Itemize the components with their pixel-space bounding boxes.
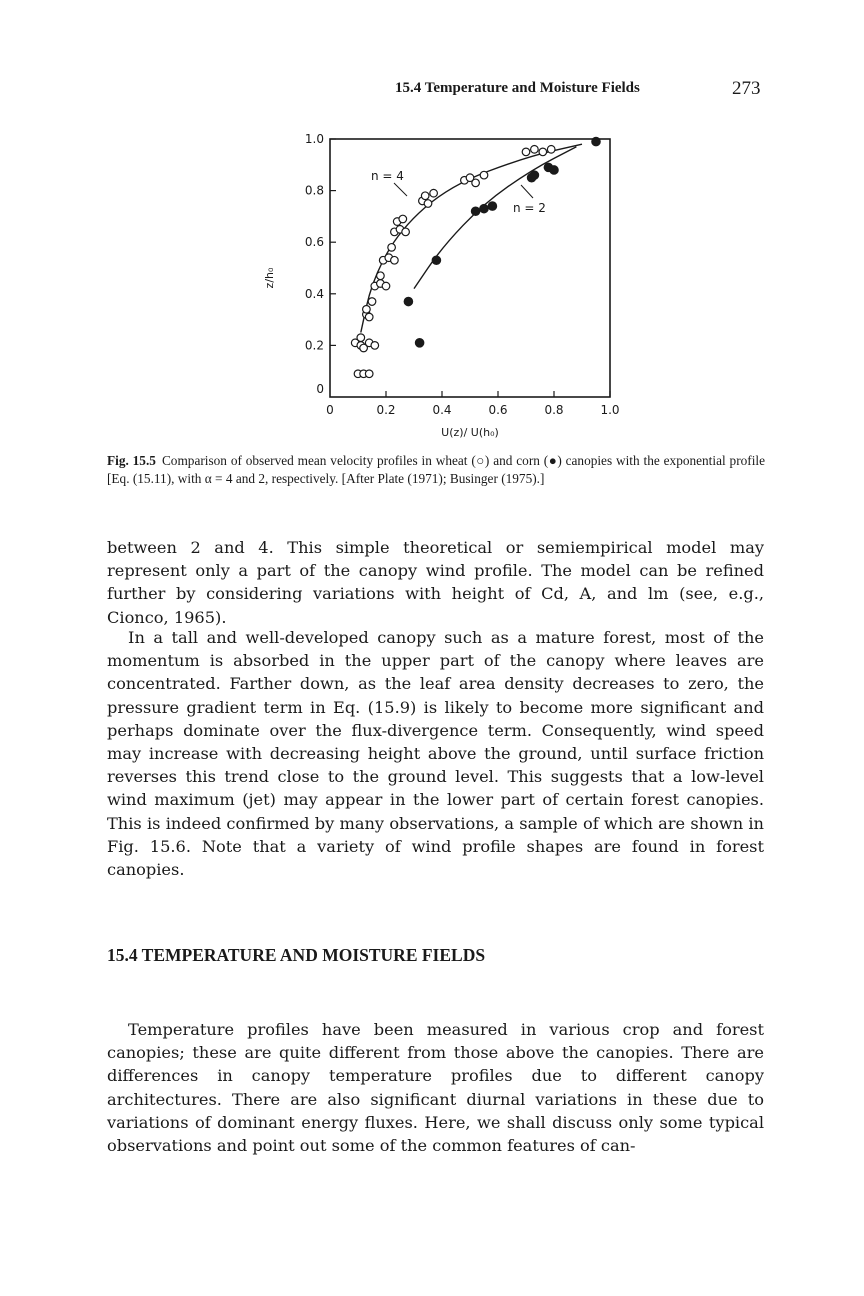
annotation-n4-leader: [394, 183, 407, 196]
annotation-n2-leader: [521, 185, 533, 198]
page-number: 273: [732, 78, 761, 99]
corn-data-point: [480, 204, 488, 212]
running-head: 15.4 Temperature and Moisture Fields: [395, 80, 640, 96]
wheat-data-point: [388, 244, 396, 252]
annotation-n2: n = 2: [513, 201, 546, 215]
wheat-data-point: [430, 189, 438, 197]
paragraph-1: between 2 and 4. This simple theoretical or semiempirical model may represent only a part of the canopy wind profile. The model can be refined further by considering variations with height of Cd, A, and lm (see, e.g., Cionco, 1965).: [107, 538, 764, 627]
x-tick-label: 1.0: [600, 403, 620, 417]
caption-label: Fig. 15.5: [107, 453, 156, 468]
x-tick-label: 0.4: [432, 403, 452, 417]
wheat-data-point: [531, 146, 539, 154]
wheat-data-point: [368, 298, 376, 306]
figure-caption: [107, 452, 765, 488]
wheat-data-point: [539, 148, 547, 156]
wheat-data-point: [391, 256, 399, 264]
x-tick-label: 0.8: [544, 403, 564, 417]
caption-text: Comparison of observed mean velocity profiles in wheat (○) and corn (●) canopies with the exponential profile [Eq. (15.11), with α = 4 and 2, respectively. [After Plate (1971); Businger (1975).]: [107, 453, 765, 486]
corn-data-point: [404, 297, 412, 305]
wheat-data-point: [547, 146, 555, 154]
x-tick-label: 0.2: [376, 403, 396, 417]
x-axis-label: U(z)/ U(h₀): [441, 426, 499, 439]
wheat-data-point: [371, 342, 379, 350]
paragraph-2: In a tall and well-developed canopy such as a mature forest, most of the momentum is absorbed in the upper part of the canopy where leaves are concentrated. Farther down, as the leaf area density decreases to zero, the pressure gradient term in Eq. (15.9) is likely to become more significant and perhaps dominate over the flux-divergence term. Consequently, wind speed may increase with decreasing height above the ground, until surface friction reverses this trend close to the ground level. This suggests that a low-level wind maximum (jet) may appear in the lower part of certain forest canopies. This is indeed confirmed by many observations, a sample of which are shown in Fig. 15.6. Note that a variety of wind profile shapes are found in forest canopies.: [107, 628, 764, 880]
wheat-data-point: [382, 282, 390, 290]
wheat-data-point: [472, 179, 480, 187]
section-heading: 15.4 TEMPERATURE AND MOISTURE FIELDS: [107, 945, 486, 965]
wheat-data-point: [357, 334, 365, 342]
wheat-data-point: [522, 148, 530, 156]
x-tick-label: 0.6: [488, 403, 508, 417]
wheat-data-point: [363, 305, 371, 313]
y-tick-label: 0.2: [304, 338, 324, 353]
corn-data-point: [415, 339, 423, 347]
velocity-profile-chart: [240, 128, 640, 446]
y-tick-label: 1.0: [304, 132, 324, 146]
corn-data-point: [432, 256, 440, 264]
y-tick-label: 0.4: [304, 286, 324, 301]
corn-data-point: [550, 166, 558, 174]
annotation-n4: n = 4: [371, 169, 404, 183]
wheat-data-point: [402, 228, 410, 236]
y-axis-label-text: z/h₀: [263, 267, 276, 289]
y-tick-label: 0.8: [304, 183, 324, 198]
y-tick-label: 0.6: [304, 235, 324, 250]
wheat-data-point: [399, 215, 407, 223]
wheat-data-point: [377, 272, 385, 280]
wheat-data-point: [421, 192, 429, 200]
figure-15-5: [240, 128, 640, 451]
wheat-data-point: [365, 313, 373, 321]
wheat-data-point: [424, 200, 432, 208]
y-axis-label: [263, 267, 276, 288]
corn-data-point: [471, 207, 479, 215]
corn-data-point: [488, 202, 496, 210]
wheat-data-point: [365, 370, 373, 378]
wheat-data-point: [480, 171, 488, 179]
y-tick-label: 0: [316, 382, 324, 396]
paragraph-3: Temperature profiles have been measured in various crop and forest canopies; these are quite different from those above the canopies. There are differences in canopy temperature profiles due to different canopy architectures. There are also significant diurnal variations in these due to variations of dominant energy fluxes. Here, we shall discuss only some typical observations and point out some of the common features of can-: [107, 1020, 764, 1156]
corn-data-point: [530, 171, 538, 179]
corn-data-point: [592, 137, 600, 145]
x-tick-label: 0: [326, 403, 334, 417]
